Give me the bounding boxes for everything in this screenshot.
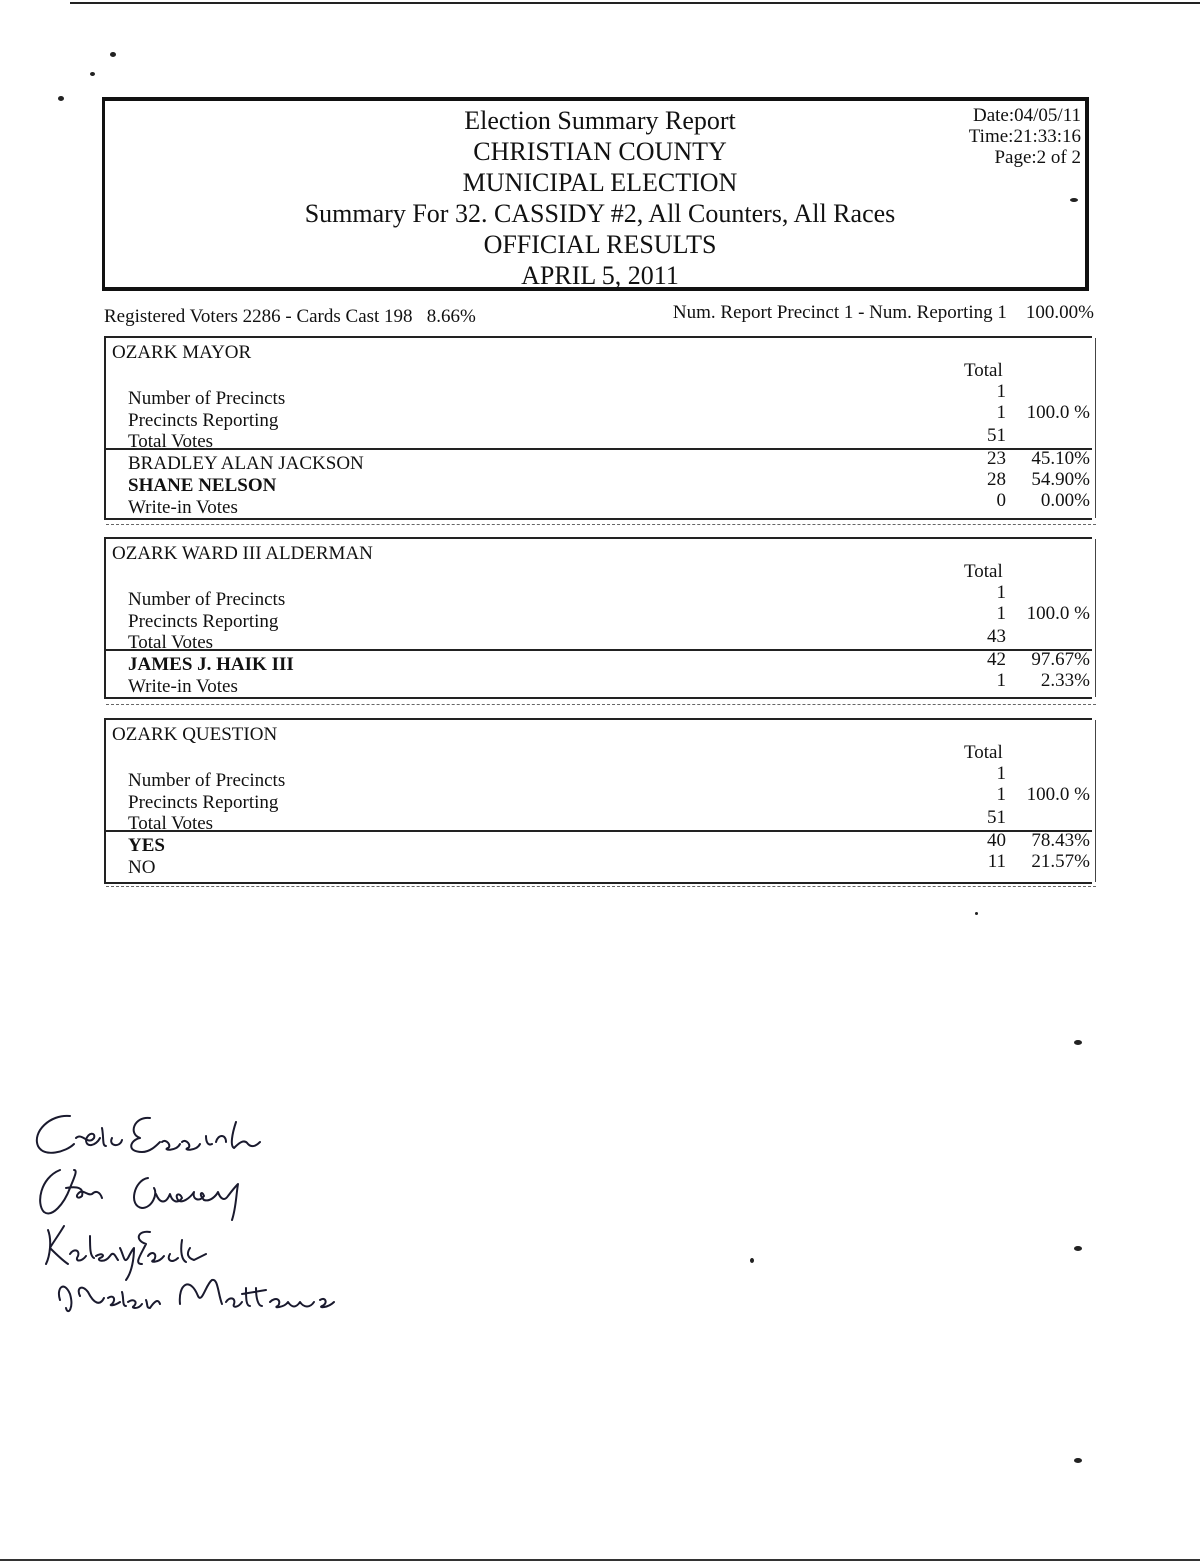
results-separator <box>106 830 1092 832</box>
scan-speck <box>90 72 95 76</box>
stat-label: Precincts Reporting <box>128 611 279 632</box>
stat-value: 1 <box>996 381 1006 402</box>
candidate-row <box>106 448 1092 475</box>
candidate-percent: 78.43% <box>1031 830 1090 851</box>
total-column-header: Total <box>964 360 1003 381</box>
race-border-right <box>1095 539 1096 697</box>
precinct-report-percent: 100.00% <box>1025 302 1094 323</box>
stat-value: 43 <box>987 626 1006 647</box>
stat-row <box>106 381 1092 410</box>
candidate-name: SHANE NELSON <box>128 475 277 496</box>
election-date: APRIL 5, 2011 <box>521 261 679 290</box>
total-column-header: Total <box>964 561 1003 582</box>
candidate-name: YES <box>128 835 165 856</box>
candidate-name: NO <box>128 857 156 878</box>
stat-value: 1 <box>996 582 1006 603</box>
signature-2 <box>40 1170 238 1220</box>
total-column-header: Total <box>964 742 1003 763</box>
stat-label: Number of Precincts <box>128 589 286 610</box>
candidate-percent: 2.33% <box>1040 670 1090 691</box>
stat-label: Number of Precincts <box>128 388 286 409</box>
candidate-name: JAMES J. HAIK III <box>128 654 294 675</box>
candidate-percent: 54.90% <box>1031 469 1090 490</box>
race-border-right <box>1095 338 1096 518</box>
summary-line: Summary For 32. CASSIDY #2, All Counters, All Races <box>304 199 896 228</box>
stat-percent: 100.0 % <box>1026 402 1090 423</box>
results-status: OFFICIAL RESULTS <box>483 230 717 259</box>
candidate-percent: 45.10% <box>1031 448 1090 469</box>
stat-row <box>106 402 1092 432</box>
registered-voters-text: Registered Voters 2286 - Cards Cast 198 <box>104 306 413 327</box>
race-ozark-ward-iii-alderman <box>104 537 1092 699</box>
scan-speck <box>110 52 116 57</box>
report-title: Election Summary Report <box>464 106 736 135</box>
registered-voters <box>104 306 476 328</box>
scan-speck <box>58 96 64 101</box>
stat-label: Precincts Reporting <box>128 410 279 431</box>
candidate-percent: 0.00% <box>1040 490 1090 511</box>
stat-row <box>106 763 1092 792</box>
stat-row <box>106 784 1092 814</box>
stat-label: Total Votes <box>128 632 214 653</box>
candidate-row <box>106 670 1092 698</box>
race-ozark-mayor <box>104 336 1092 520</box>
candidate-percent: 21.57% <box>1031 851 1090 872</box>
candidate-row <box>106 851 1092 879</box>
stat-value: 1 <box>996 763 1006 784</box>
results-separator <box>106 649 1092 651</box>
candidate-votes: 23 <box>987 448 1006 469</box>
candidate-name: Write-in Votes <box>128 497 238 518</box>
race-title: OZARK MAYOR <box>112 342 252 363</box>
candidate-votes: 1 <box>996 670 1006 691</box>
race-ozark-question <box>104 718 1092 884</box>
stat-label: Number of Precincts <box>128 770 286 791</box>
scan-speck <box>1074 1246 1082 1251</box>
report-page: Page:2 of 2 <box>994 147 1081 168</box>
candidate-percent: 97.67% <box>1031 649 1090 670</box>
stat-row <box>106 603 1092 633</box>
candidate-row <box>106 830 1092 857</box>
candidate-row <box>106 649 1092 676</box>
candidate-votes: 42 <box>987 649 1006 670</box>
stat-percent: 100.0 % <box>1026 784 1090 805</box>
candidate-votes: 28 <box>987 469 1006 490</box>
county-name: CHRISTIAN COUNTY <box>473 137 727 166</box>
stat-label: Total Votes <box>128 813 214 834</box>
scan-speck <box>1074 1040 1082 1045</box>
candidate-row <box>106 469 1092 497</box>
report-header-box <box>102 97 1089 291</box>
candidate-row <box>106 490 1092 519</box>
candidate-votes: 0 <box>996 490 1006 511</box>
candidate-votes: 40 <box>987 830 1006 851</box>
precinct-report-text: Num. Report Precinct 1 - Num. Reporting 1 <box>672 302 1007 323</box>
stat-row <box>106 582 1092 611</box>
stat-label: Total Votes <box>128 431 214 452</box>
stat-percent: 100.0 % <box>1026 603 1090 624</box>
precincts-reporting-summary <box>673 302 1094 324</box>
candidate-votes: 11 <box>987 851 1006 872</box>
race-border-right <box>1095 720 1096 882</box>
report-date: Date:04/05/11 <box>973 105 1081 126</box>
scan-dash-line <box>106 524 1096 525</box>
report-time: Time:21:33:16 <box>968 126 1081 147</box>
report-title-block <box>105 105 1095 291</box>
race-title: OZARK QUESTION <box>112 724 278 745</box>
scan-speck <box>1074 1458 1082 1463</box>
stat-value: 1 <box>996 402 1006 423</box>
scan-edge-top <box>70 2 1200 4</box>
candidate-name: BRADLEY ALAN JACKSON <box>128 453 364 474</box>
stat-label: Precincts Reporting <box>128 792 279 813</box>
results-separator <box>106 448 1092 450</box>
stat-value: 1 <box>996 784 1006 805</box>
election-name: MUNICIPAL ELECTION <box>462 168 738 197</box>
candidate-name: Write-in Votes <box>128 676 238 697</box>
stat-value: 51 <box>987 807 1006 828</box>
signature-4 <box>59 1280 334 1311</box>
signatures-block <box>30 1108 410 1328</box>
report-meta <box>969 105 1081 168</box>
stat-value: 51 <box>987 425 1006 446</box>
signature-1 <box>37 1116 260 1153</box>
stat-value: 1 <box>996 603 1006 624</box>
scan-dash-line <box>106 886 1096 887</box>
scan-speck <box>975 912 978 915</box>
scan-edge-bottom <box>0 1559 1200 1561</box>
race-title: OZARK WARD III ALDERMAN <box>112 543 373 564</box>
scan-speck <box>750 1258 754 1263</box>
turnout-percent: 8.66% <box>426 306 476 327</box>
signature-3 <box>46 1226 206 1280</box>
scan-dash-line <box>106 704 1096 705</box>
handwritten-signatures <box>30 1108 410 1328</box>
